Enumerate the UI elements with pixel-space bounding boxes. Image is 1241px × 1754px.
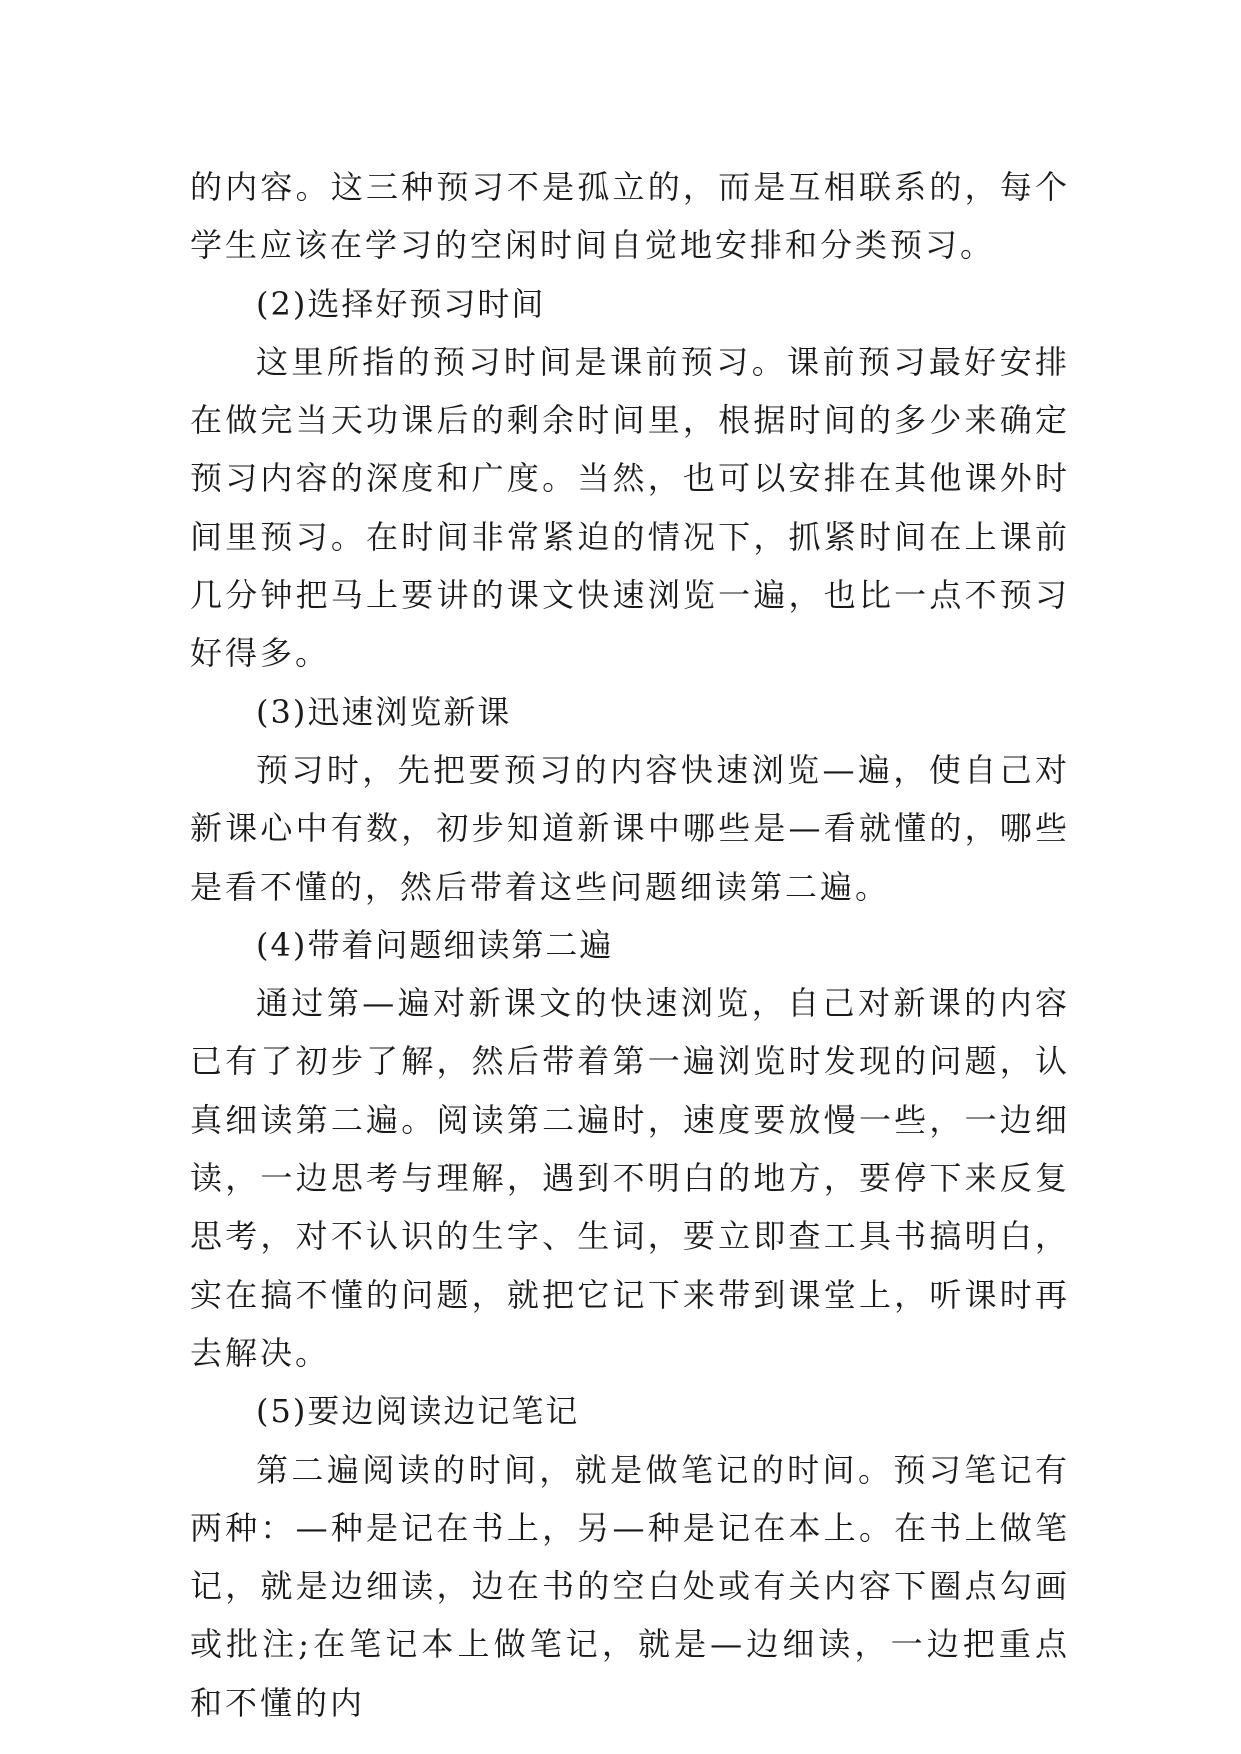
paragraph-second-reading: 通过第—遍对新课文的快速浏览，自己对新课的内容已有了初步了解，然后带着第一遍浏览时发现的问题，认真细读第二遍。阅读第二遍时，速度要放慢一些，一边细读，一边思考与理解，遇到不明白的地方，要停下来反复思考，对不认识的生字、生词，要立即查工具书搞明白，实在搞不懂的问题，就把它记下来带到课堂上，听课时再去解决。 [190,984,1070,1372]
paragraph-notes: 第二遍阅读的时间，就是做笔记的时间。预习笔记有两种：—种是记在书上，另—种是记在本上。在书上做笔记，就是边细读，边在书的空白处或有关内容下圈点勾画或批注;在笔记本上做笔记，就是—边细读，一边把重点和不懂的内 [190,1450,1070,1722]
paragraph-quick-browse: 预习时，先把要预习的内容快速浏览—遍，使自己对新课心中有数，初步知道新课中哪些是—看就懂的，哪些是看不懂的，然后带着这些问题细读第二遍。 [190,750,1070,906]
section-heading-2: (2)选择好预习时间 [256,284,546,323]
section-heading-4: (4)带着问题细读第二遍 [256,925,614,964]
section-heading-3: (3)迅速浏览新课 [256,692,512,731]
document-body [190,158,1070,1732]
paragraph-continuation: 的内容。这三种预习不是孤立的，而是互相联系的，每个学生应该在学习的空闲时间自觉地安排和分类预习。 [190,168,1070,265]
paragraph-preview-time: 这里所指的预习时间是课前预习。课前预习最好安排在做完当天功课后的剩余时间里，根据时间的多少来确定预习内容的深度和广度。当然，也可以安排在其他课外时间里预习。在时间非常紧迫的情况下，抓紧时间在上课前几分钟把马上要讲的课文快速浏览一遍，也比一点不预习好得多。 [190,342,1070,673]
section-heading-5: (5)要边阅读边记笔记 [256,1392,580,1431]
